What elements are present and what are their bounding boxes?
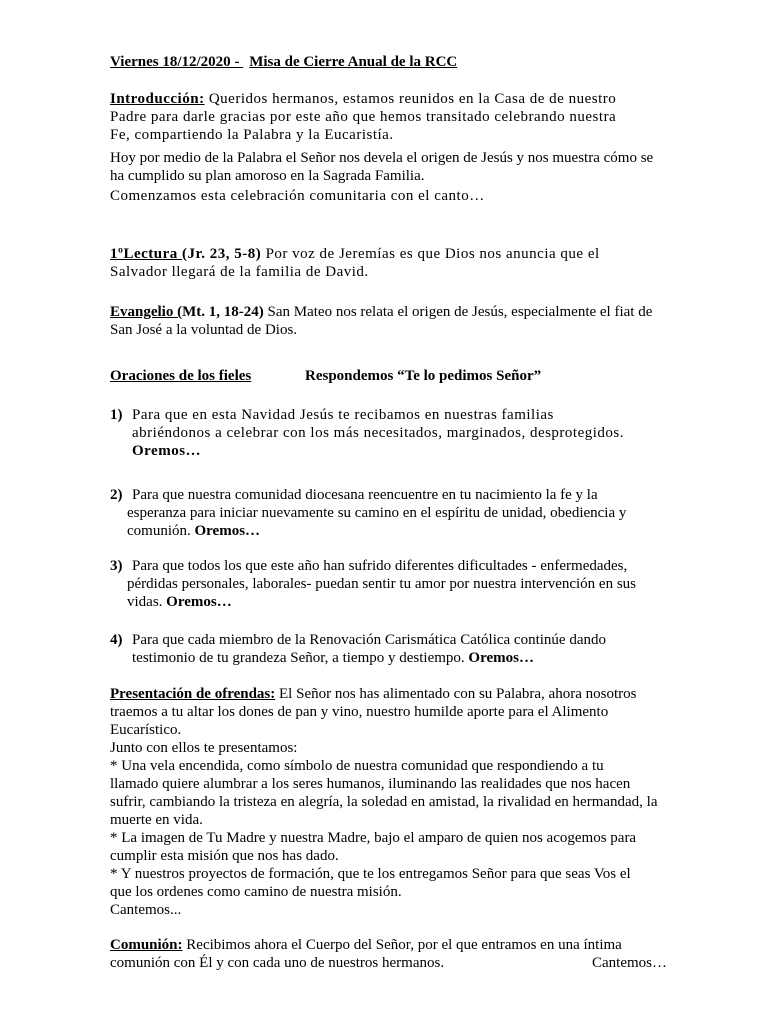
comunion-label: Comunión: xyxy=(110,937,183,953)
evangelio-label: Evangelio ( xyxy=(110,304,183,320)
document-title xyxy=(110,53,722,71)
comunion-cantemos: Cantemos… xyxy=(592,955,667,971)
ofrendas-label: Presentación de ofrendas: xyxy=(110,686,276,702)
prayer-2-oremos: Oremos… xyxy=(194,523,261,539)
prayer-2-number: 2) xyxy=(110,487,123,503)
ofrendas-line2: traemos a tu altar los dones de pan y vino, nuestro humilde aporte para el Alimento xyxy=(110,704,609,720)
ofrendas-vela-2: llamado quiere alumbrar a los seres humanos, iluminando las realidades que nos hacen xyxy=(110,776,631,792)
evangelio-paragraph xyxy=(110,303,722,339)
ofrendas-line1: El Señor nos has alimentado con su Palabra, ahora nosotros xyxy=(275,686,637,702)
prayer-4-line1: Para que cada miembro de la Renovación Carismática Católica continúe dando xyxy=(132,632,606,648)
introduccion-paragraph-3 xyxy=(110,187,722,205)
lectura-line1: Por voz de Jeremías es que Dios nos anuncia que el xyxy=(261,246,600,262)
prayer-4-line2: testimonio de tu grandeza Señor, a tiempo y destiempo. xyxy=(132,650,469,666)
oraciones-heading xyxy=(110,367,722,385)
ofrendas-proyectos-1: * Y nuestros proyectos de formación, que te los entregamos Señor para que seas Vos el xyxy=(110,866,631,882)
prayer-item-4 xyxy=(132,631,727,667)
prayer-1-line2: abriéndonos a celebrar con los más necesitados, marginados, desprotegidos. xyxy=(132,425,625,441)
comunion-line1: Recibimos ahora el Cuerpo del Señor, por el que entramos en una íntima xyxy=(182,937,622,953)
prayer-2-line3: comunión. xyxy=(127,523,195,539)
comunion-paragraph xyxy=(110,936,722,972)
ofrendas-vela-4: muerte en vida. xyxy=(110,812,203,828)
prayer-1-oremos: Oremos… xyxy=(132,443,202,459)
introduccion-paragraph-2 xyxy=(110,149,722,185)
ofrendas-proyectos-2: que los ordenes como camino de nuestra misión. xyxy=(110,884,402,900)
oraciones-label: Oraciones de los fieles xyxy=(110,368,252,384)
introduccion-line3: Fe, compartiendo la Palabra y la Eucaristía. xyxy=(110,127,394,143)
lectura-line2: Salvador llegará de la familia de David. xyxy=(110,264,369,280)
evangelio-line2: San José a la voluntad de Dios. xyxy=(110,322,298,338)
ofrendas-vela-1: * Una vela encendida, como símbolo de nuestra comunidad que respondiendo a tu xyxy=(110,758,604,774)
prayer-2-line2: esperanza para iniciar nuevamente su camino en el espíritu de unidad, obediencia y xyxy=(127,505,627,521)
prayer-3-line3: vidas. xyxy=(127,594,167,610)
introduccion-paragraph xyxy=(110,90,722,144)
prayer-3-number: 3) xyxy=(110,558,123,574)
prayer-3-oremos: Oremos… xyxy=(166,594,232,610)
prayer-3-line1: Para que todos los que este año han sufrido diferentes dificultades - enfermedades, xyxy=(132,558,628,574)
ofrendas-paragraph xyxy=(110,685,722,919)
header-date: Viernes 18/12/2020 xyxy=(110,54,231,70)
prayer-4-number: 4) xyxy=(110,632,123,648)
oraciones-response: Respondemos “Te lo pedimos Señor” xyxy=(305,368,542,384)
lectura-label: 1ºLectura xyxy=(110,246,183,262)
header-title: Misa de Cierre Anual de la RCC xyxy=(249,54,458,70)
ofrendas-vela-3: sufrir, cambiando la tristeza en alegría, la soledad en amistad, la rivalidad en hermandad, la xyxy=(110,794,658,810)
ofrendas-line4: Junto con ellos te presentamos: xyxy=(110,740,298,756)
lectura-ref: (Jr. 23, 5-8) xyxy=(182,246,262,262)
prayer-2-line1: Para que nuestra comunidad diocesana reencuentre en tu nacimiento la fe y la xyxy=(132,487,598,503)
introduccion-line1: Queridos hermanos, estamos reunidos en la Casa de de nuestro xyxy=(204,91,617,107)
prayer-1-line1: Para que en esta Navidad Jesús te recibamos en nuestras familias xyxy=(132,407,554,423)
header-dash: - xyxy=(230,54,244,70)
prayer-item-2 xyxy=(127,486,722,540)
ofrendas-imagen-1: * La imagen de Tu Madre y nuestra Madre, bajo el amparo de quien nos acogemos para xyxy=(110,830,637,846)
evangelio-line1: San Mateo nos relata el origen de Jesús, especialmente el fiat de xyxy=(263,304,653,320)
comunion-line2: comunión con Él y con cada uno de nuestros hermanos. xyxy=(110,955,445,971)
prayer-item-1 xyxy=(132,406,727,460)
prayer-3-line2: pérdidas personales, laborales- puedan sentir tu amor por nuestra intervención en sus xyxy=(127,576,637,592)
ofrendas-line3: Eucarístico. xyxy=(110,722,182,738)
prayer-1-number: 1) xyxy=(110,407,123,423)
prayer-item-3 xyxy=(127,557,722,611)
ofrendas-imagen-2: cumplir esta misión que nos has dado. xyxy=(110,848,339,864)
introduccion-line2: Padre para darle gracias por este año que hemos transitado celebrando nuestra xyxy=(110,109,617,125)
introduccion-p2-line2: ha cumplido su plan amoroso en la Sagrada Familia. xyxy=(110,168,425,184)
lectura-paragraph xyxy=(110,245,722,281)
introduccion-p2-line1: Hoy por medio de la Palabra el Señor nos devela el origen de Jesús y nos muestra cómo se xyxy=(110,150,654,166)
ofrendas-cantemos: Cantemos... xyxy=(110,902,182,918)
introduccion-p3: Comenzamos esta celebración comunitaria con el canto… xyxy=(110,188,485,204)
prayer-4-oremos: Oremos… xyxy=(468,650,534,666)
introduccion-label: Introducción: xyxy=(110,91,205,107)
evangelio-ref: Mt. 1, 18-24) xyxy=(182,304,264,320)
